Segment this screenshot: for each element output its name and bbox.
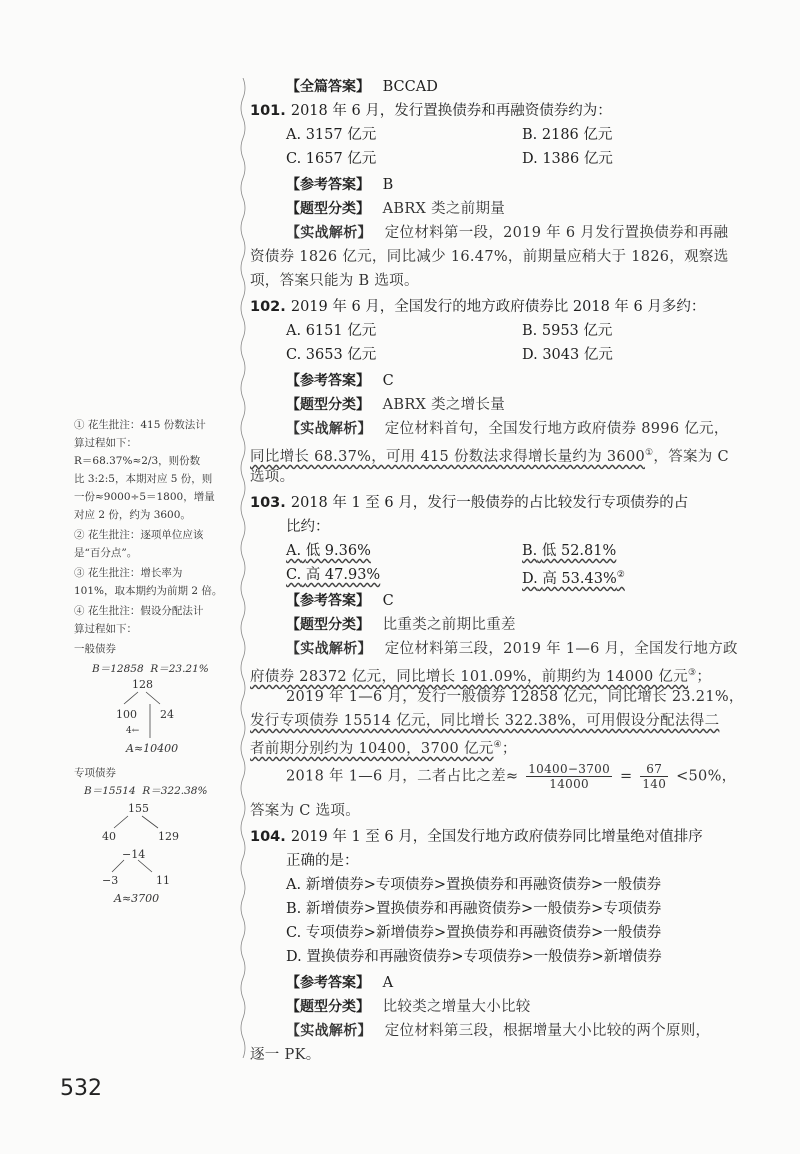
answer-row: 【参考答案】 C	[286, 373, 394, 389]
option-d: D. 置换债券和再融资债券>专项债券>一般债券>新增债券	[286, 949, 662, 965]
analysis-line: 者前期分别约为 10400，3700 亿元④；	[250, 740, 517, 757]
type-row: 【题型分类】 ABRX 类之前期量	[286, 201, 506, 217]
option-a: A. 低 9.36%	[286, 543, 371, 559]
note-line: ④ 花生批注：假设分配法计	[74, 605, 204, 617]
note-line: 算过程如下：	[74, 437, 137, 449]
analysis-line: 【实战解析】 定位材料第三段，根据增量大小比较的两个原则，	[286, 1023, 711, 1039]
note-line: 比 3:2:5，本期对应 5 份，则	[74, 473, 213, 485]
fraction: $\frac{67}{140}$	[642, 762, 667, 791]
analysis-formula: 2018 年 1—6 月，二者占比之差≈ $\frac{10400-3700}{14000}$ = $\frac{67}{140}$ <50%，	[286, 762, 737, 791]
option-c: C. 3653 亿元	[286, 347, 377, 363]
analysis-line: 【实战解析】 定位材料第三段，2019 年 1—6 月，全国发行地方政	[286, 641, 738, 657]
analysis-line: 府债券 28372 亿元，同比增长 101.09%，前期约为 14000 亿元③；	[250, 668, 712, 685]
analysis-line: 【实战解析】 定位材料第一段，2019 年 6 月发行置换债券和再融	[286, 225, 729, 241]
note-line: 专项债券	[74, 767, 116, 779]
question-102-stem: 102. 2019 年 6 月，全国发行的地方政府债券比 2018 年 6 月多约：	[250, 299, 706, 315]
type-row: 【题型分类】 比重类之前期比重差	[286, 617, 516, 633]
analysis-line: 逐一 PK。	[250, 1047, 321, 1063]
question-104-stem: 104. 2019 年 1 至 6 月，全国发行地方政府债券同比增量绝对值排序	[250, 829, 703, 845]
analysis-line: 【实战解析】 定位材料首句，全国发行地方政府债券 8996 亿元，	[286, 421, 729, 437]
option-b: B. 5953 亿元	[522, 323, 613, 339]
fraction: $\frac{10400-3700}{14000}$	[528, 762, 611, 791]
option-d: D. 高 53.43%②	[522, 570, 625, 587]
question-103-stem-cont: 比约：	[286, 519, 330, 535]
option-c: C. 1657 亿元	[286, 151, 377, 167]
option-c: C. 高 47.93%	[286, 567, 381, 583]
analysis-line: 选项。	[250, 469, 295, 485]
question-number: 101	[250, 103, 281, 119]
question-101-stem: 101. 2018 年 6 月，发行置换债券和再融资债券约为：	[250, 103, 612, 119]
type-row: 【题型分类】 ABRX 类之增长量	[286, 397, 506, 413]
tree-2-lines	[102, 802, 212, 882]
analysis-line: 答案为 C 选项。	[250, 803, 361, 819]
note-line: ② 花生批注：逐项单位应该	[74, 529, 204, 541]
note-line: B＝12858 R＝23.21%	[92, 663, 209, 675]
option-b: B. 低 52.81%	[522, 543, 617, 559]
note-line: ③ 花生批注：增长率为	[74, 567, 183, 579]
note-line: 一份≈9000÷5＝1800，增量	[74, 491, 215, 503]
question-103-stem: 103. 2018 年 1 至 6 月，发行一般债券的占比较发行专项债券的占	[250, 495, 689, 511]
note-line: 一般债券	[74, 643, 116, 655]
full-answer-row	[286, 76, 438, 98]
analysis-line: 项，答案只能为 B 选项。	[250, 273, 419, 289]
option-b: B. 新增债券>置换债券和再融资债券>一般债券>专项债券	[286, 901, 662, 917]
note-line: ① 花生批注：415 份数法计	[74, 419, 206, 431]
type-row: 【题型分类】 比较类之增量大小比较	[286, 999, 531, 1015]
answer-row: 【参考答案】 C	[286, 593, 394, 609]
option-a: A. 新增债券>专项债券>置换债券和再融资债券>一般债券	[286, 877, 662, 893]
page-number: 532	[60, 1076, 102, 1101]
analysis-line: 同比增长 68.37%，可用 415 份数法求得增长量约为 3600①，答案为 C	[250, 448, 729, 465]
answer-row: 【参考答案】 A	[286, 975, 394, 991]
analysis-line: 资债券 1826 亿元，同比减少 16.47%，前期量应稍大于 1826，观察选	[250, 249, 729, 265]
option-a: A. 3157 亿元	[286, 127, 377, 143]
note-line: R＝68.37%≈2/3，则份数	[74, 455, 201, 467]
option-b: B. 2186 亿元	[522, 127, 613, 143]
full-answer-label: 【全篇答案】	[286, 79, 370, 95]
question-104-stem-cont: 正确的是：	[286, 853, 359, 869]
note-line: B＝15514 R＝322.38%	[84, 785, 208, 797]
option-c: C. 专项债券>新增债券>置换债券和再融资债券>一般债券	[286, 925, 662, 941]
option-d: D. 3043 亿元	[522, 347, 613, 363]
note-line: 对应 2 份，约为 3600。	[74, 509, 191, 521]
option-a: A. 6151 亿元	[286, 323, 377, 339]
full-answer-value: BCCAD	[382, 79, 438, 95]
note-line: 是“百分点”。	[74, 547, 138, 559]
analysis-line: 发行专项债券 15514 亿元，同比增长 322.38%，可用假设分配法得二	[250, 713, 720, 729]
page: 【全篇答案】 BCCAD 101. 2018 年 6 月，发行置换债券和再融资债券约为： A. 3157 亿元 B. 2186 亿元 C. 1657 亿元 D. 1386 亿元 【参考答案】 B 【题型分类】 ABRX 类之前期量 【实战解析】 定位材料第一段，2019 年 6 月发行置换债券和再融 资债券 1826 亿元，同比减少 16.47%，前期量应稍大于 1826，观察选 项，答案只能为 B 选项。 102. 2019 年 6 月，全国发行的地方政府债券比 2018 年 6 月多约： A. 6151 亿元 B. 5953 亿元 C. 3653 亿元 D. 3043 亿元 【参考答案】 C 【题型分类】 ABRX 类之增长量 【实战解析】 定位材料首句，全国发行地方政府债券 8996 亿元， 同比增长 68.37%，可用 415 份数法求得增长量约为 3600①，答案为 C 选项。 103. 2018 年 1 至 6 月，发行一般债券的占比较发行专项债券的占 比约： A. 低 9.36% B. 低 52.81% C. 高 47.93% D. 高 53.43%② 【参考答案】 C 【题型分类】 比重类之前期比重差 【实战解析】 定位材料第三段，2019 年 1—6 月，全国发行地方政 府债券 28372 亿元，同比增长 101.09%，前期约为 14000 亿元③； 2019 年 1—6 月，发行一般债券 12858 亿元，同比增长 23.21%， 发行专项债券 15514 亿元，同比增长 322.38%，可用假设分配法得二 者前期分别约为 10400，3700 亿元④； 2018 年 1—6 月，二者占比之差≈ $\frac{10400-3700}{14000}$ = $\frac{67}{140}$ <50%， 答案为 C 选项。 104. 2019 年 1 至 6 月，全国发行地方政府债券同比增量绝对值排序 正确的是： A. 新增债券>专项债券>置换债券和再融资债券>一般债券 B. 新增债券>置换债券和再融资债券>一般债券>专项债券 C. 专项债券>新增债券>置换债券和再融资债券>一般债券 D. 置换债券和再融资债券>专项债券>一般债券>新增债券 【参考答案】 A 【题型分类】 比较类之增量大小比较 【实战解析】 定位材料第三段，根据增量大小比较的两个原则， 逐一 PK。 ① 花生批注：415 份数法计 算过程如下： R＝68.37%≈2/3，则份数 比 3:2:5，本期对应 5 份，则 一份≈9000÷5＝1800，增量 对应 2 份，约为 3600。 ② 花生批注：逐项单位应该 是“百分点”。 ③ 花生批注：增长率为 101%，取本期约为前期 2 倍。 ④ 花生批注：假设分配法计 算过程如下： 一般债券 B＝12858 R＝23.21% 128 100 24 4← A≈10400 专项债券 B＝15514 R＝322.38% 155 40 129 −14 −3 11 A≈3700 532	[0, 0, 800, 1154]
option-d: D. 1386 亿元	[522, 151, 613, 167]
analysis-line: 2019 年 1—6 月，发行一般债券 12858 亿元，同比增长 23.21%，	[286, 689, 744, 705]
note-line: 101%，取本期约为前期 2 倍。	[74, 585, 223, 597]
note-line: 算过程如下：	[74, 623, 137, 635]
wavy-divider	[238, 78, 248, 1058]
answer-row: 【参考答案】 B	[286, 177, 394, 193]
